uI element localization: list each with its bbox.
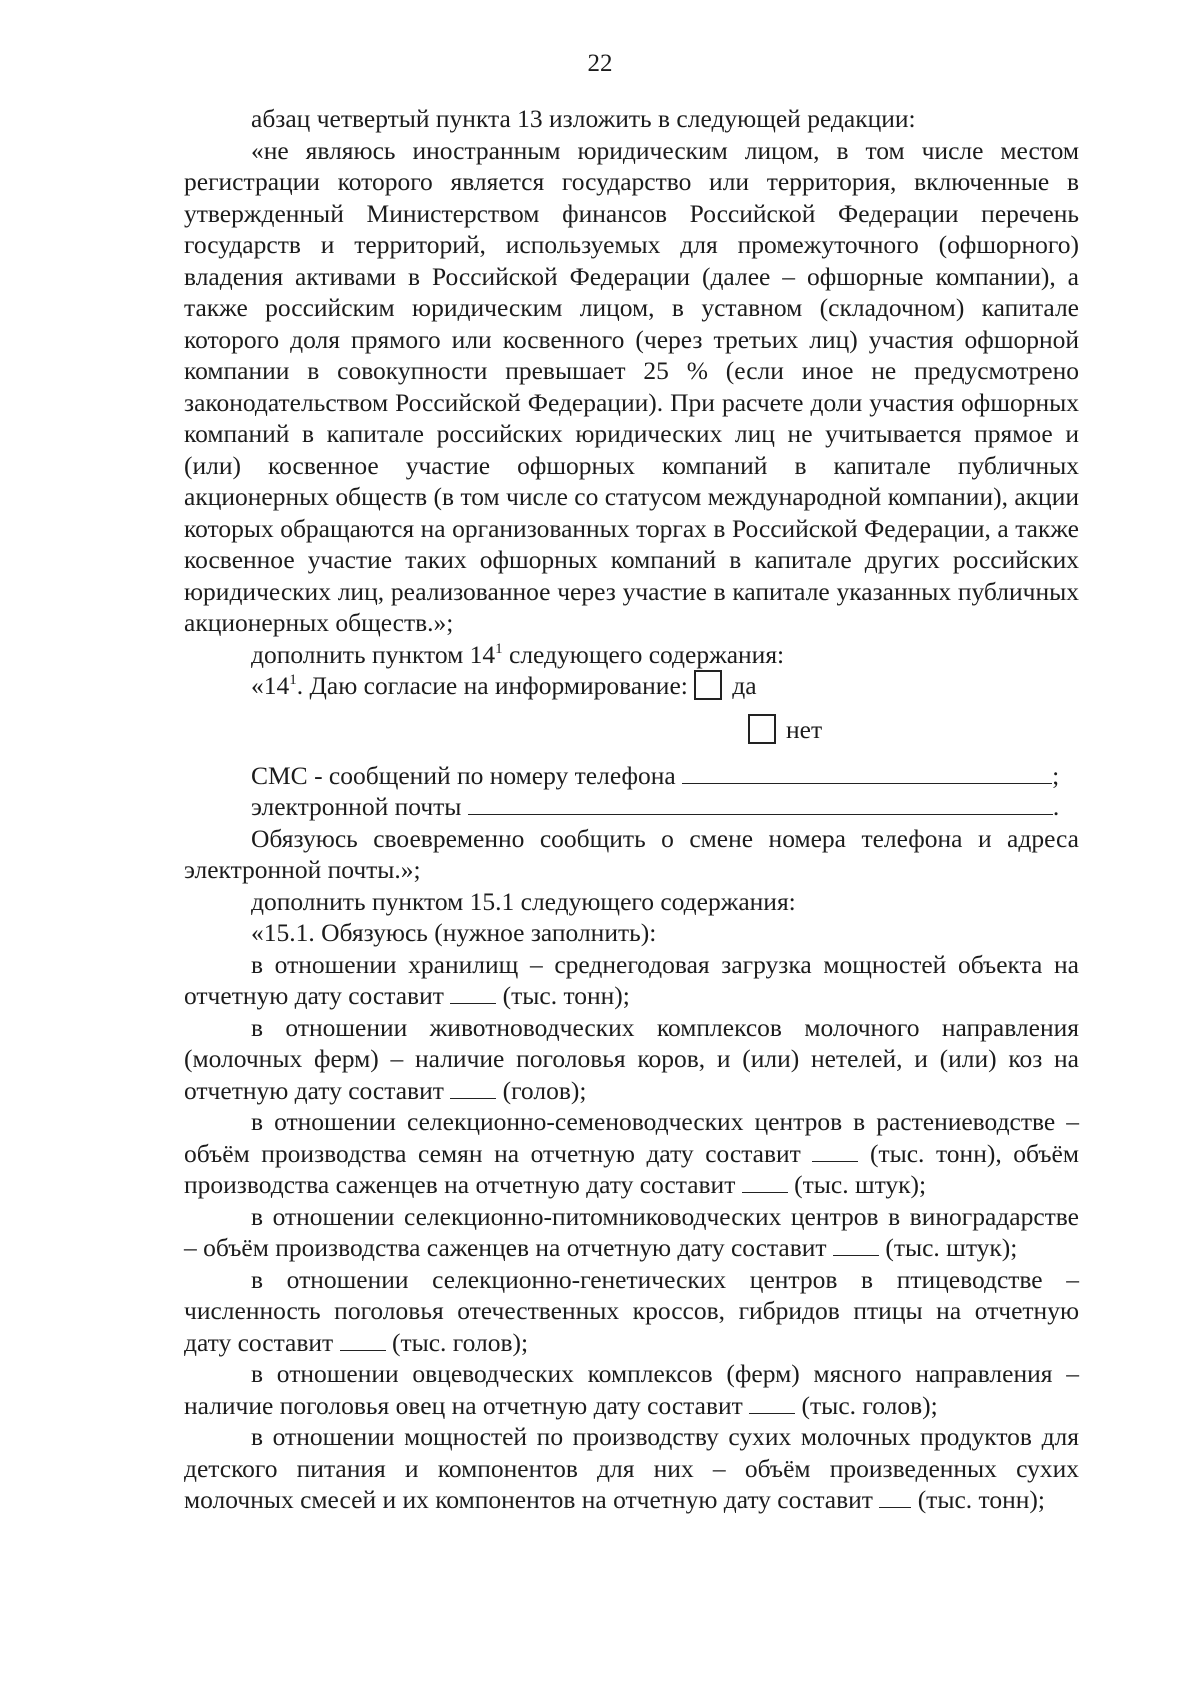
email-end: . bbox=[1052, 792, 1060, 821]
consent-no-checkbox[interactable] bbox=[748, 714, 776, 744]
seed-value-field[interactable] bbox=[812, 1139, 858, 1162]
storage-value-field[interactable] bbox=[450, 981, 496, 1004]
paragraph-notify-change: Обязуюсь своевременно сообщить о смене номера телефона и адреса электронной почты.»; bbox=[184, 823, 1079, 884]
email-row bbox=[184, 791, 1079, 823]
item-vine-centers: в отношении селекционно-питомниководческих центров в виноградарстве – объём производства саженцев на отчетную дату составит (тыс. штук); bbox=[184, 1201, 1079, 1262]
sms-end: ; bbox=[1052, 760, 1060, 790]
sms-phone-field[interactable] bbox=[682, 761, 1052, 784]
consent-row bbox=[184, 670, 1079, 702]
consent-no-label: нет bbox=[786, 714, 823, 744]
seedling-value-field[interactable] bbox=[742, 1170, 788, 1193]
consent-label: «$14^1$. Даю согласие на информирование: bbox=[251, 671, 688, 700]
item-dairy-farms: в отношении животноводческих комплексов молочного направления (молочных ферм) – наличие поголовья коров, и (или) нетелей, и (или) коз на отчетную дату составит (голов); bbox=[184, 1012, 1079, 1105]
item-poultry-centers: в отношении селекционно-генетических центров в птицеводстве – численность поголовья отечественных кроссов, гибридов птицы на отчетную дату составит (тыс. голов); bbox=[184, 1264, 1079, 1357]
email-field[interactable] bbox=[468, 792, 1053, 815]
dry-milk-value-field[interactable] bbox=[879, 1485, 911, 1508]
item-dry-milk: в отношении мощностей по производству сухих молочных продуктов для детского питания и компонентов для них – объём произведенных сухих молочных смесей и их компонентов на отчетную дату составит (тыс. тонн); bbox=[184, 1422, 1079, 1514]
paragraph-amend-p13: абзац четвертый пункта 13 изложить в следующей редакции: bbox=[251, 104, 916, 133]
paragraph-offshore-declaration: «не являюсь иностранным юридическим лицом, в том числе местом регистрации которого является государство или территория, включенные в утвержденный Министерством финансов Российской Федерации перечень государств и территорий, используемых для промежуточного (офшорного) владения активами в Российской Федерации (далее – офшорные компании), а также российским юридическим лицом, в уставном (складочном) капитале которого доля прямого или косвенного (через третьих лиц) участия офшорной компании в совокупности превышает 25 % (если иное не предусмотрено законодательством Российской Федерации). При расчете доли участия офшорных компаний в капитале российских юридических лиц не учитывается прямое и (или) косвенное участие офшорных компаний в капитале публичных акционерных обществ (в том числе со статусом международной компании), акции которых обращаются на организованных торгах в Российской Федерации, а также косвенное участие таких офшорных компаний в капитале других российских юридических лиц, реализованное через участие в капитале указанных публичных акционерных обществ.»; bbox=[184, 135, 1079, 637]
consent-yes-checkbox[interactable] bbox=[694, 670, 722, 700]
poultry-value-field[interactable] bbox=[340, 1328, 386, 1351]
page-number: 22 bbox=[587, 50, 613, 77]
vine-value-field[interactable] bbox=[833, 1233, 879, 1256]
sheep-value-field[interactable] bbox=[749, 1391, 795, 1414]
sms-label: СМС - сообщений по номеру телефона bbox=[251, 760, 676, 790]
document-body bbox=[184, 103, 1079, 1516]
consent-yes-label: да bbox=[732, 671, 757, 700]
consent-no-row bbox=[184, 702, 1079, 760]
sms-row bbox=[184, 760, 1079, 792]
paragraph-p15-1-title: «15.1. Обязуюсь (нужное заполнить): bbox=[251, 918, 657, 947]
item-storage: в отношении хранилищ – среднегодовая загрузка мощностей объекта на отчетную дату составит (тыс. тонн); bbox=[184, 949, 1079, 1010]
dairy-value-field[interactable] bbox=[450, 1076, 496, 1099]
paragraph-add-p14-1: дополнить пунктом $14^1$ следующего содержания: bbox=[251, 639, 785, 669]
item-seed-centers: в отношении селекционно-семеноводческих центров в растениеводстве – объём производства семян на отчетную дату составит (тыс. тонн), объём производства саженцев на отчетную дату составит (тыс. штук); bbox=[184, 1107, 1079, 1199]
item-sheep-farms: в отношении овцеводческих комплексов (ферм) мясного направления – наличие поголовья овец на отчетную дату составит (тыс. голов); bbox=[184, 1359, 1079, 1420]
paragraph-add-p15-1: дополнить пунктом 15.1 следующего содержания: bbox=[251, 886, 796, 916]
email-label: электронной почты bbox=[251, 792, 462, 821]
